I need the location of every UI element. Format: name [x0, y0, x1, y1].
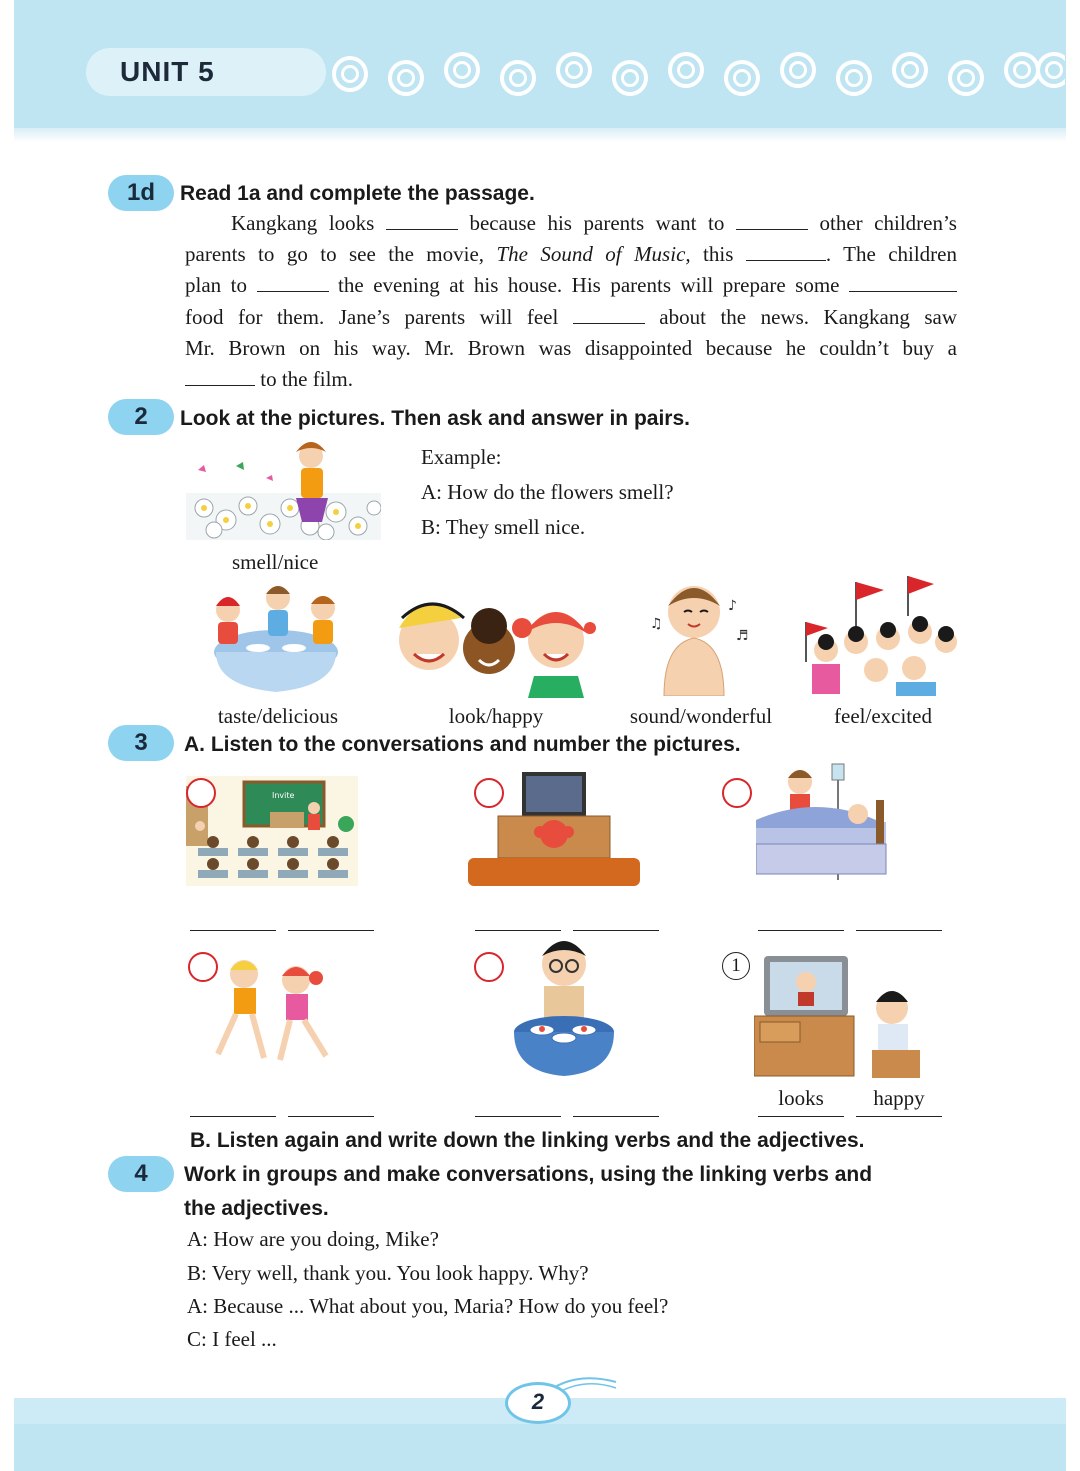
fill-blank[interactable]	[257, 273, 329, 292]
section-badge-3: 3	[108, 725, 174, 761]
passage-line: Mr. Brown on his way. Mr. Brown was disappointed because he couldn’t buy a	[185, 335, 957, 360]
example-line-a: A: How do the flowers smell?	[421, 480, 674, 504]
hospital-bed-picture	[756, 760, 894, 886]
caption-look: look/happy	[448, 704, 544, 728]
dialogue-line: A: How are you doing, Mike?	[187, 1227, 439, 1251]
number-circle[interactable]	[188, 952, 218, 982]
number-circle-filled[interactable]: 1	[722, 952, 750, 980]
girl-in-flowers-picture	[186, 438, 381, 540]
answer-line[interactable]	[190, 1086, 276, 1117]
section-badge-4: 4	[108, 1156, 174, 1192]
fill-blank[interactable]	[573, 305, 645, 324]
svg-text:♬: ♬	[736, 628, 749, 644]
number-circle[interactable]	[474, 952, 504, 982]
passage-1d	[185, 208, 957, 395]
man-eating-picture	[512, 936, 618, 1078]
number-circle[interactable]	[474, 778, 504, 808]
section-3-instruction-a: A. Listen to the conversations and number the pictures.	[184, 733, 741, 756]
section-3-instruction-b: B. Listen again and write down the linking verbs and the adjectives.	[190, 1129, 865, 1152]
unit-title: UNIT 5	[120, 56, 215, 87]
fill-blank[interactable]	[185, 367, 255, 386]
decorative-rings	[330, 50, 1065, 98]
happy-children-picture	[384, 588, 596, 698]
answer-line[interactable]	[758, 900, 844, 931]
answer-line[interactable]	[573, 900, 659, 931]
example-line-b: B: They smell nice.	[421, 515, 586, 539]
fill-blank[interactable]	[746, 242, 826, 261]
svg-text:♫: ♫	[650, 616, 663, 632]
section-4-instruction-line2: the adjectives.	[184, 1197, 329, 1220]
excited-crowd-picture	[796, 572, 966, 696]
passage-line: Kangkang looks because his parents want to other children’s	[231, 211, 957, 235]
caption-feel: feel/excited	[834, 704, 932, 728]
answer-line-verb[interactable]: looks	[758, 1086, 844, 1117]
svg-text:Invite: Invite	[272, 791, 295, 800]
family-dinner-picture	[198, 580, 353, 695]
passage-line: parents to go to see the movie, The Sound of Music, this . The children	[185, 242, 957, 267]
boy-listening-music-picture	[644, 578, 756, 696]
answer-line[interactable]	[856, 900, 942, 931]
answer-line[interactable]	[190, 900, 276, 931]
running-children-picture	[206, 952, 346, 1070]
section-badge-2: 2	[108, 399, 174, 435]
number-circle[interactable]	[186, 778, 216, 808]
answer-line[interactable]	[573, 1086, 659, 1117]
svg-text:♪: ♪	[728, 598, 737, 614]
answer-line[interactable]	[288, 1086, 374, 1117]
fill-blank[interactable]	[849, 273, 957, 292]
number-circle[interactable]	[722, 778, 752, 808]
passage-line: food for them. Jane’s parents will feel about the news. Kangkang saw	[185, 304, 957, 329]
answer-line[interactable]	[475, 1086, 561, 1117]
answer-line-adjective[interactable]: happy	[856, 1086, 942, 1117]
passage-line: plan to the evening at his house. His parents will prepare some	[185, 270, 957, 301]
example-caption: smell/nice	[232, 550, 319, 574]
dialogue-line: B: Very well, thank you. You look happy. Why?	[187, 1261, 589, 1285]
caption-sound: sound/wonderful	[629, 704, 773, 728]
caption-taste: taste/delicious	[217, 704, 339, 728]
fill-blank[interactable]	[736, 211, 808, 230]
answer-line[interactable]	[288, 900, 374, 931]
header-shadow	[14, 128, 1066, 142]
dialogue-line: A: Because ... What about you, Maria? How do you feel?	[187, 1294, 669, 1318]
dialogue-line: C: I feel ...	[187, 1327, 277, 1351]
section-badge-1d: 1d	[108, 175, 174, 211]
section-4-instruction-line1: Work in groups and make conversations, using the linking verbs and	[184, 1163, 873, 1186]
page-number: 2	[505, 1382, 571, 1424]
fill-blank[interactable]	[386, 211, 458, 230]
boy-watching-tv-picture	[754, 952, 932, 1078]
footer-band-bottom	[14, 1424, 1066, 1471]
section-1d-instruction: Read 1a and complete the passage.	[180, 182, 535, 205]
passage-line: to the film.	[185, 364, 957, 395]
answer-line[interactable]	[475, 900, 561, 931]
section-2-instruction: Look at the pictures. Then ask and answer in pairs.	[180, 407, 690, 430]
example-label: Example:	[421, 445, 502, 469]
